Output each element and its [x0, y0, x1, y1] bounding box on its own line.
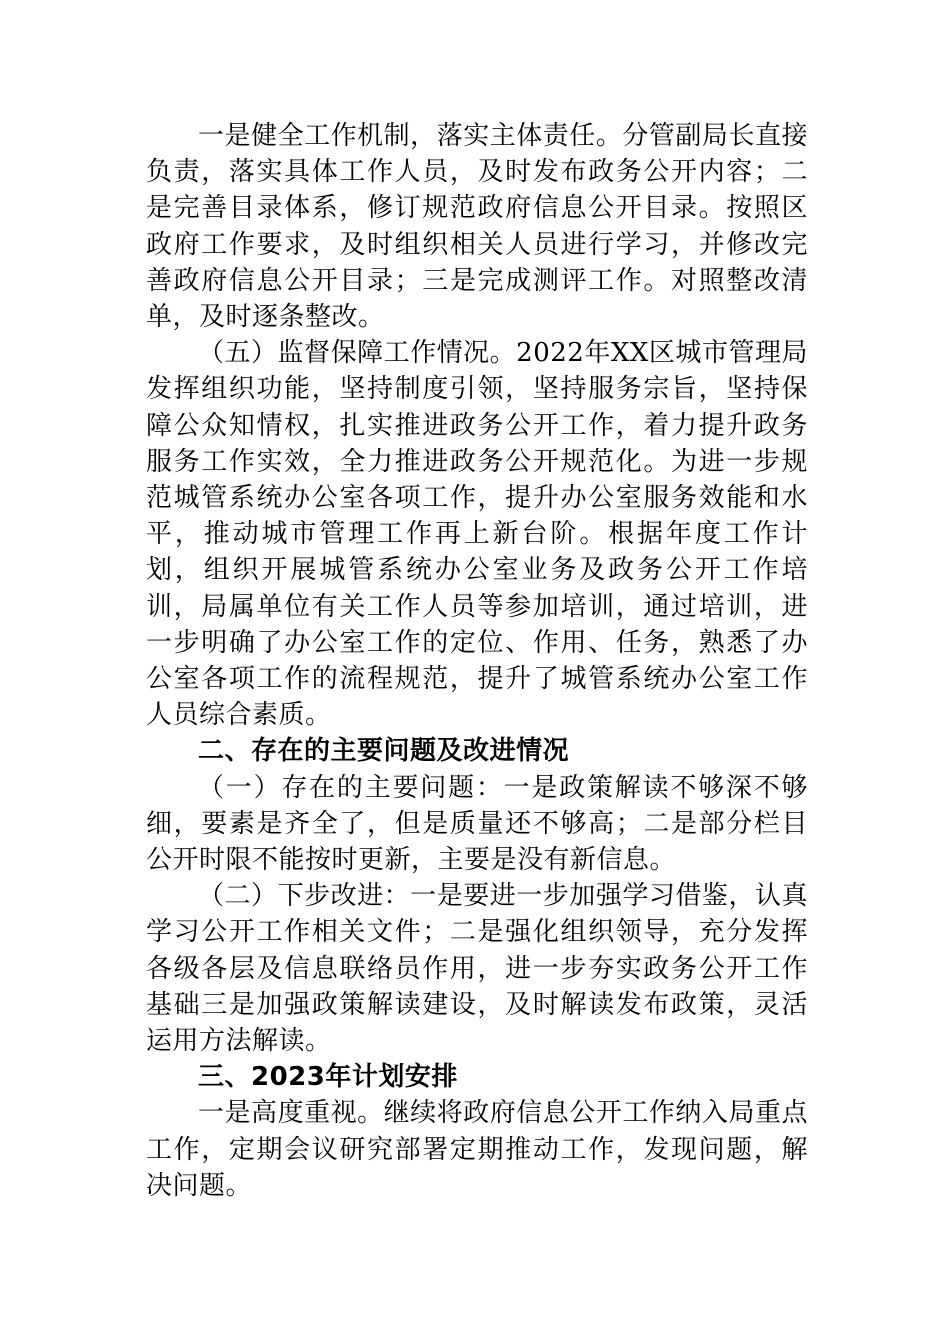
paragraph-next-improvements: （二）下步改进：一是要进一步加强学习借鉴，认真学习公开工作相关文件；二是强化组织领导，充分发挥各级各层及信息联络员作用，进一步夯实政务公开工作基础三是加强政策解读建设，及时解读发布政策，灵活运用方法解读。 — [146, 881, 808, 1057]
paragraph-main-problems: （一）存在的主要问题：一是政策解读不够深不够细，要素是齐全了，但是质量还不够高；二是部分栏目公开时限不能按时更新，主要是没有新信息。 — [146, 772, 808, 876]
section-heading-2023-plan: 三、2023年计划安排 — [198, 1062, 458, 1093]
paragraph-high-priority: 一是高度重视。继续将政府信息公开工作纳入局重点工作，定期会议研究部署定期推动工作，发现问题，解决问题。 — [146, 1098, 808, 1201]
paragraph-work-mechanism: 一是健全工作机制，落实主体责任。分管副局长直接负责，落实具体工作人员，及时发布政务公开内容；二是完善目录体系，修订规范政府信息公开目录。按照区政府工作要求，及时组织相关人员进行学习，并修改完善政府信息公开目录；三是完成测评工作。对照整改清单，及时逐条整改。 — [146, 121, 808, 333]
section-heading-problems: 二、存在的主要问题及改进情况 — [198, 736, 570, 767]
document-body — [146, 118, 808, 1204]
paragraph-supervision-guarantee: （五）监督保障工作情况。2022年XX区城市管理局发挥组织功能，坚持制度引领，坚持服务宗旨，坚持保障公众知情权，扎实推进政务公开工作，着力提升政务服务工作实效，全力推进政务公开规范化。为进一步规范城管系统办公室各项工作，提升办公室服务效能和水平，推动城市管理工作再上新台阶。根据年度工作计划，组织开展城管系统办公室业务及政务公开工作培训，局属单位有关工作人员等参加培训，通过培训，进一步明确了办公室工作的定位、作用、任务，熟悉了办公室各项工作的流程规范，提升了城管系统办公室工作人员综合素质。 — [146, 338, 808, 731]
